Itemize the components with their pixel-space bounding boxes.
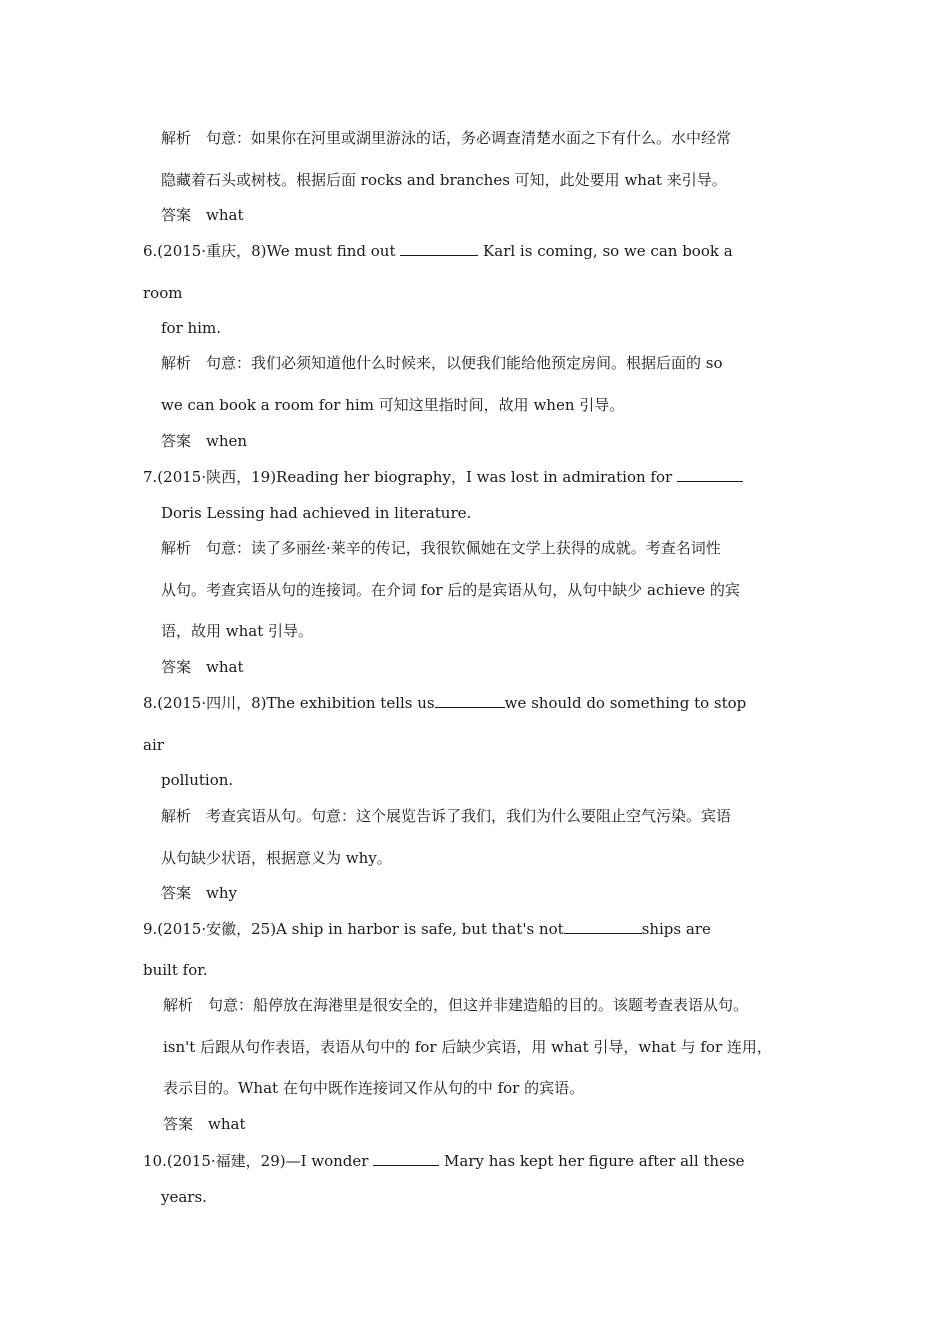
q9-blank[interactable] — [564, 919, 642, 934]
q8-analysis: 解析 考查宾语从句。句意：这个展览告诉了我们，我们为什么要阻止空气污染。宾语 — [161, 807, 732, 825]
q10-stem-c: years. — [161, 1188, 207, 1206]
q10-stem-a: 10.(2015·福建，29)—I wonder — [143, 1152, 369, 1170]
q9-stem-a: 9.(2015·安徽，25)A ship in harbor is safe, but that's not — [143, 920, 564, 938]
q6-stem — [143, 241, 733, 261]
q9-analysis: 解析 句意：船停放在海港里是很安全的，但这并非建造船的目的。该题考查表语从句。 — [163, 996, 749, 1014]
q9-stem-b: ships are — [641, 920, 711, 938]
q7-stem-a: 7.(2015·陕西，19)Reading her biography，I was lost in admiration for — [143, 468, 673, 486]
q9-answer: 答案 what — [163, 1115, 246, 1133]
q6-stem-b: Karl is coming, so we can book a — [483, 242, 733, 260]
q5-analysis: 解析 句意：如果你在河里或湖里游泳的话，务必调查清楚水面之下有什么。水中经常 — [161, 129, 732, 147]
q6-stem-a: 6.(2015·重庆，8)We must find out — [143, 242, 396, 260]
q7-answer: 答案 what — [161, 658, 244, 676]
q8-stem-b: we should do something to stop — [504, 694, 747, 712]
q10-blank[interactable] — [373, 1151, 439, 1166]
q7-analysis: 解析 句意：读了多丽丝·莱辛的传记，我很钦佩她在文学上获得的成就。考查名词性 — [161, 539, 721, 557]
q7-analysis-3: 语，故用 what 引导。 — [161, 622, 314, 640]
q8-analysis-cont: 从句缺少状语，根据意义为 why。 — [161, 849, 392, 867]
q7-stem-b: Doris Lessing had achieved in literature. — [161, 504, 472, 522]
q9-analysis-2: isn't 后跟从句作表语，表语从句中的 for 后缺少宾语，用 what 引导，what 与 for 连用， — [163, 1038, 772, 1056]
q6-analysis: 解析 句意：我们必须知道他什么时候来，以便我们能给他预定房间。根据后面的 so — [161, 354, 723, 372]
q8-blank[interactable] — [435, 693, 505, 708]
q7-stem — [143, 467, 743, 487]
q6-blank[interactable] — [400, 241, 478, 256]
q10-stem-b: Mary has kept her figure after all these — [444, 1152, 745, 1170]
q9-stem — [143, 919, 711, 939]
q8-stem-a: 8.(2015·四川，8)The exhibition tells us — [143, 694, 435, 712]
q5-answer: 答案 what — [161, 206, 244, 224]
q5-analysis-cont: 隐藏着石头或树枝。根据后面 rocks and branches 可知，此处要用 what 来引导。 — [161, 171, 727, 189]
q9-stem-c: built for. — [143, 961, 208, 979]
q8-stem-c: air — [143, 736, 164, 754]
q10-stem — [143, 1151, 745, 1171]
q9-analysis-3: 表示目的。What 在句中既作连接词又作从句的中 for 的宾语。 — [163, 1079, 585, 1097]
q8-answer: 答案 why — [161, 884, 237, 902]
q6-answer: 答案 when — [161, 432, 248, 450]
q7-analysis-2: 从句。考查宾语从句的连接词。在介词 for 后的是宾语从句，从句中缺少 achieve 的宾 — [161, 581, 740, 599]
q7-blank[interactable] — [677, 467, 743, 482]
q6-stem-d: for him. — [161, 319, 221, 337]
q6-analysis-cont: we can book a room for him 可知这里指时间，故用 when 引导。 — [161, 396, 625, 414]
q6-stem-c: room — [143, 284, 183, 302]
q8-stem-d: pollution. — [161, 771, 234, 789]
q8-stem — [143, 693, 746, 713]
